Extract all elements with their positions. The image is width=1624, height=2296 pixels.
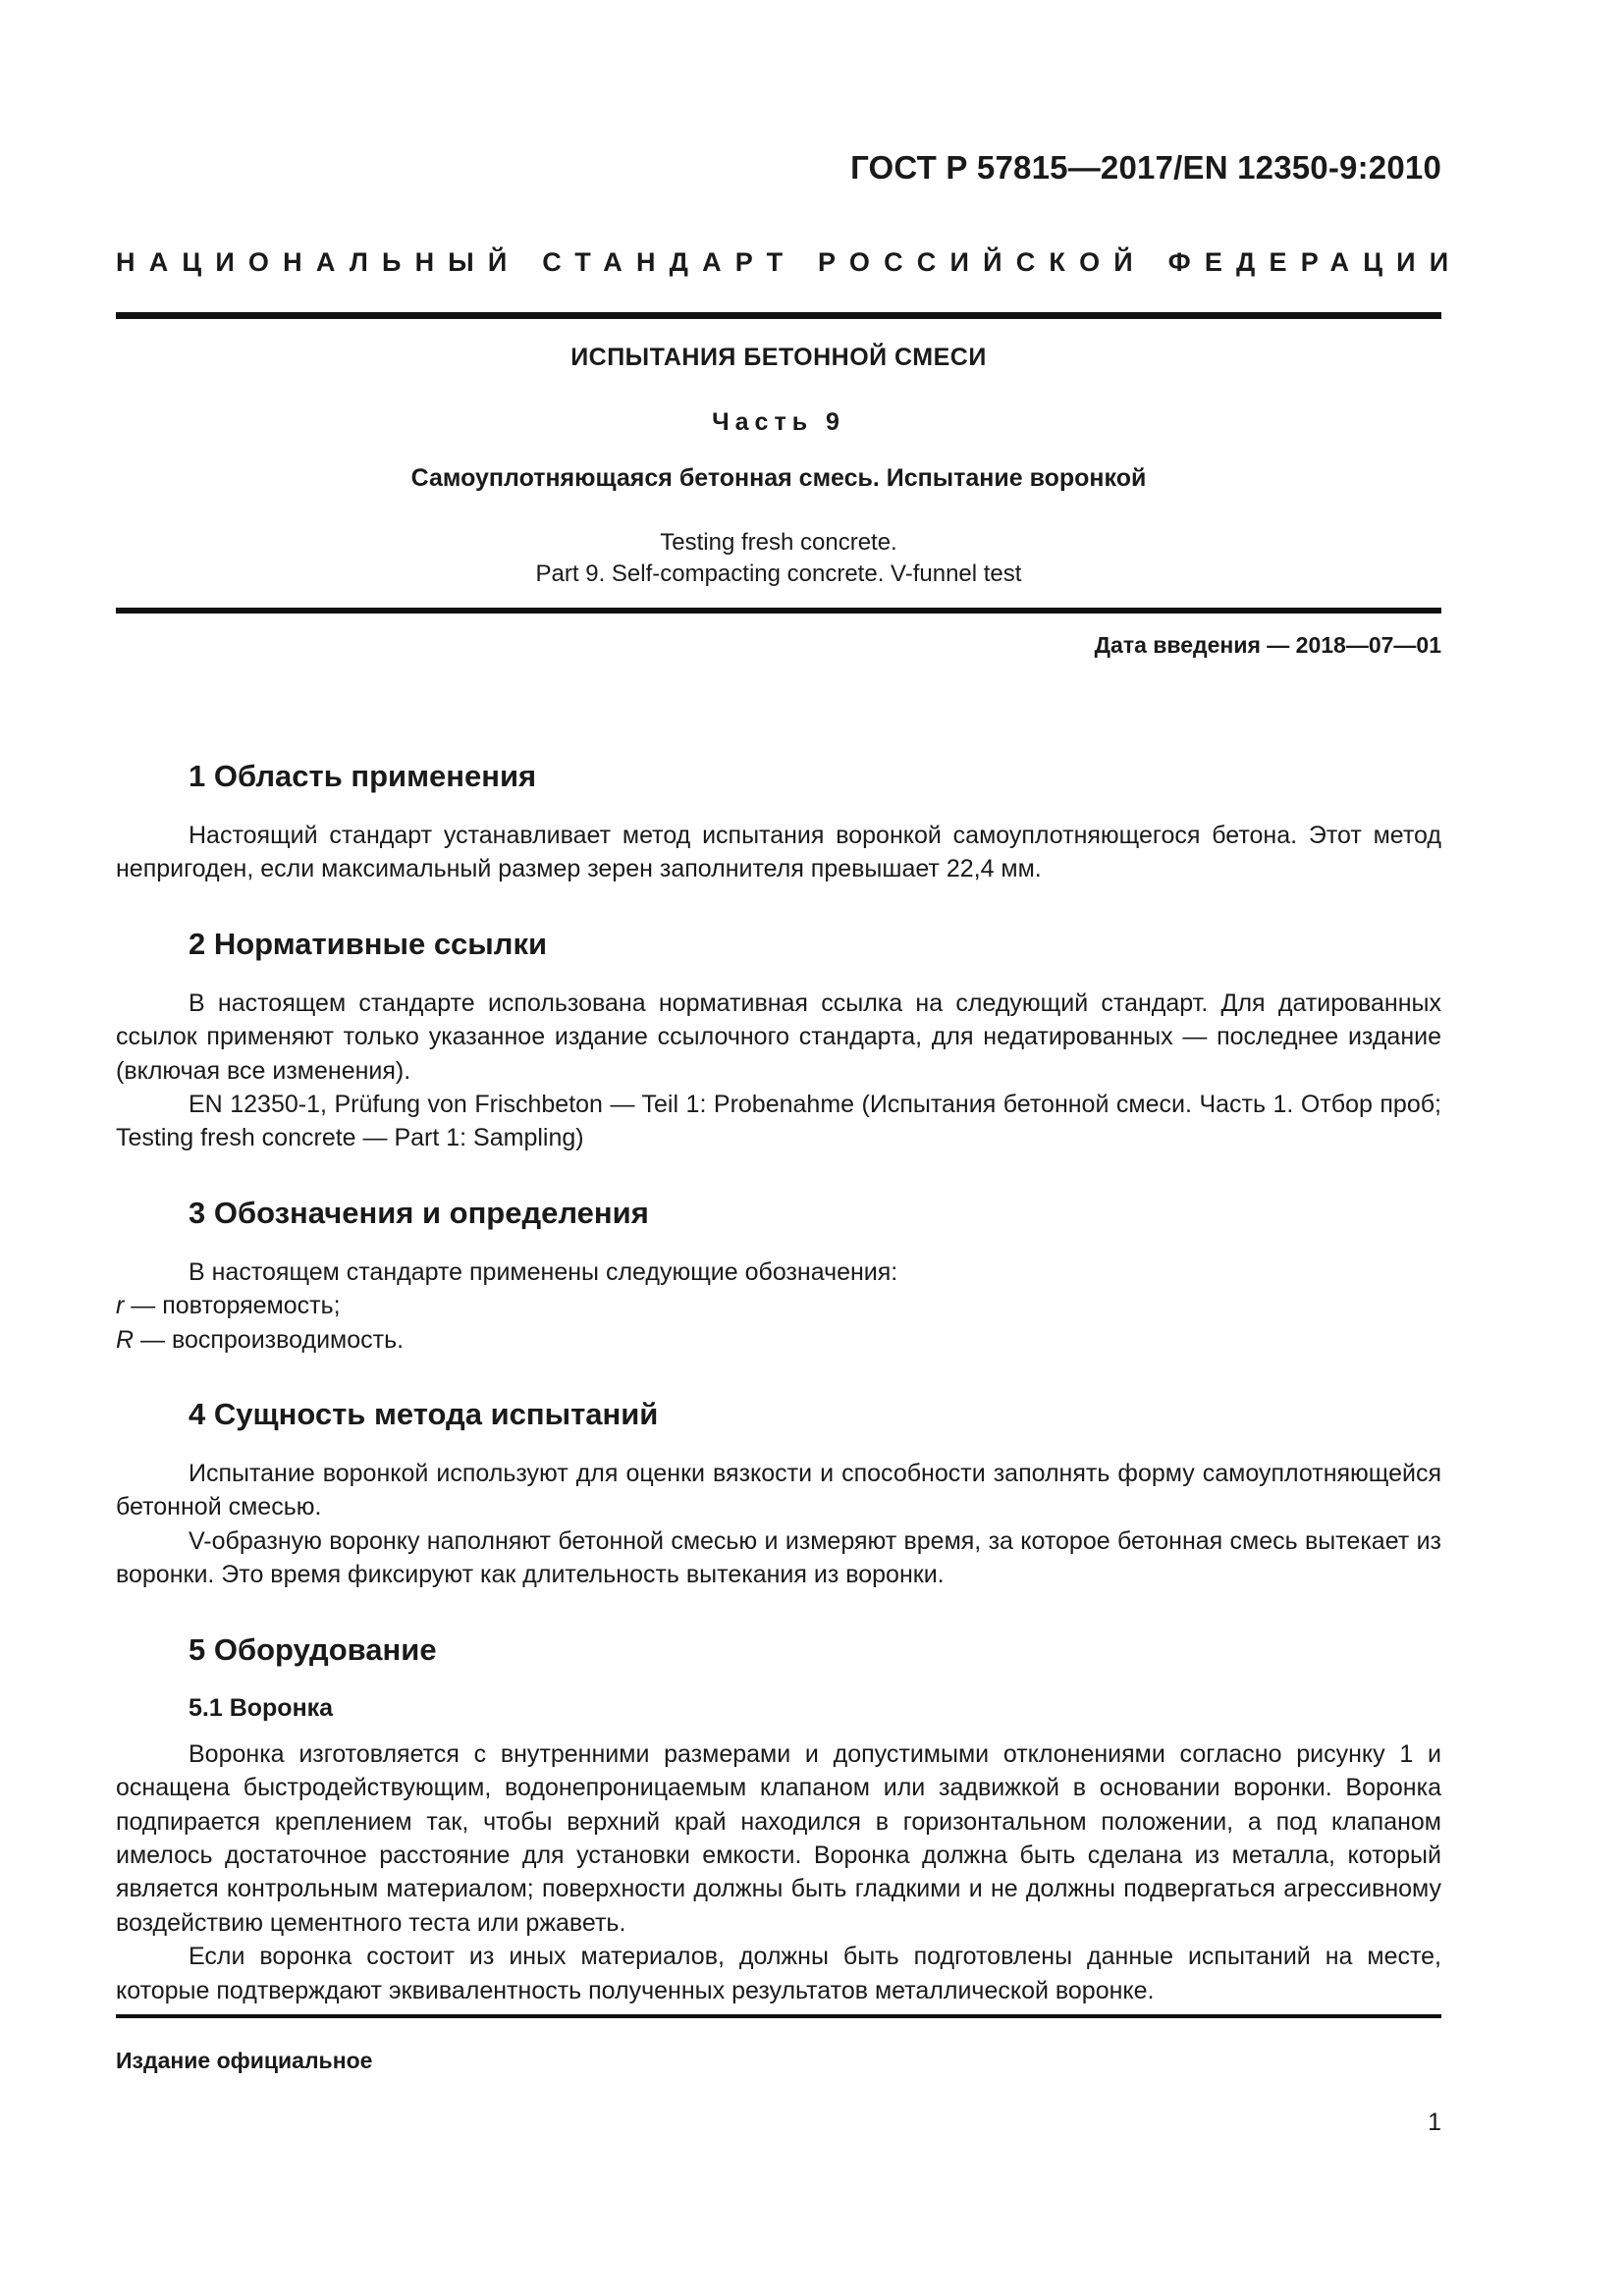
symbol-R: R — [116, 1325, 135, 1354]
english-title-line-1: Testing fresh concrete. — [660, 529, 897, 556]
symbol-definition-r — [116, 1289, 1441, 1322]
introduction-date: Дата введения — 2018—07—01 — [1094, 632, 1441, 658]
english-title-line-2: Part 9. Self-compacting concrete. V-funnel test — [535, 561, 1022, 587]
page-number: 1 — [1428, 2109, 1441, 2136]
standard-title: ИСПЫТАНИЯ БЕТОННОЙ СМЕСИ — [570, 344, 987, 371]
document-body — [116, 758, 1441, 2007]
header-rule — [116, 312, 1441, 319]
section-2-heading: 2 Нормативные ссылки — [189, 926, 548, 961]
subsection-5-1-heading: 5.1 Воронка — [189, 1693, 334, 1722]
section-5-heading: 5 Оборудование — [189, 1631, 437, 1667]
official-edition-label: Издание официальное — [116, 2048, 373, 2073]
subsection-5-1-paragraph-2: Если воронка состоит из иных материалов, должны быть подготовлены данные испытаний на месте, которые подтверждают эквивалентность полученных результатов металлической воронке. — [116, 1943, 1441, 2004]
definition-r: — повторяемость; — [124, 1292, 341, 1320]
standard-part: Часть 9 — [712, 408, 845, 436]
english-title — [116, 527, 1441, 590]
document-code: ГОСТ Р 57815—2017/EN 12350-9:2010 — [850, 149, 1441, 186]
section-4-heading: 4 Сущность метода испытаний — [189, 1397, 659, 1432]
subsection-5-1-paragraph-1: Воронка изготовляется с внутренними размерами и допустимыми отклонениями согласно рисунку 1 и оснащена быстродействующим, водонепроницаемым клапаном или задвижкой в основании воронки. Воронка подпирается креплением так, чтобы верхний край находился в горизонтальном положении, а под клапаном имелось достаточное расстояние для установки емкости. Воронка должна быть сделана из металла, который является контрольным материалом; поверхности должны быть гладкими и не должны подвергаться агрессивному воздействию цементного теста или ржаветь. — [116, 1739, 1441, 1937]
section-4-paragraph-1: Испытание воронкой используют для оценки вязкости и способности заполнять форму самоуплотняющейся бетонной смесью. — [116, 1460, 1441, 1522]
section-2-paragraph-1: В настоящем стандарте использована нормативная ссылка на следующий стандарт. Для датированных ссылок применяют только указанное издание ссылочного стандарта, для недатированных — последнее издание (включая все изменения). — [116, 988, 1441, 1085]
footer-rule — [116, 2014, 1441, 2018]
symbol-definition-R — [116, 1323, 1441, 1357]
definition-R: — воспроизводимость. — [134, 1325, 405, 1354]
section-4-paragraph-2: V-образную воронку наполняют бетонной смесью и измеряют время, за которое бетонная смесь вытекает из воронки. Это время фиксируют как длительность вытекания из воронки. — [116, 1526, 1441, 1589]
national-standard-heading: НАЦИОНАЛЬНЫЙ СТАНДАРТ РОССИЙСКОЙ ФЕДЕРАЦИИ — [116, 247, 1463, 277]
symbol-r: r — [116, 1292, 125, 1320]
section-2-paragraph-2: EN 12350-1, Prüfung von Frischbeton — Teil 1: Probenahme (Испытания бетонной смеси. Часть 1. Отбор проб; Testing fresh concrete — Part 1: Sampling) — [116, 1091, 1441, 1152]
section-1-paragraph: Настоящий стандарт устанавливает метод испытания воронкой самоуплотняющегося бетона. Этот метод непригоден, если максимальный размер зерен заполнителя превышает 22,4 мм. — [116, 822, 1441, 883]
section-3-paragraph: В настоящем стандарте применены следующие обозначения: — [189, 1257, 898, 1286]
title-rule — [116, 608, 1441, 614]
section-1-heading: 1 Область применения — [189, 759, 537, 793]
standard-subtitle: Самоуплотняющаяся бетонная смесь. Испытание воронкой — [410, 464, 1147, 492]
section-3-heading: 3 Обозначения и определения — [189, 1195, 649, 1230]
